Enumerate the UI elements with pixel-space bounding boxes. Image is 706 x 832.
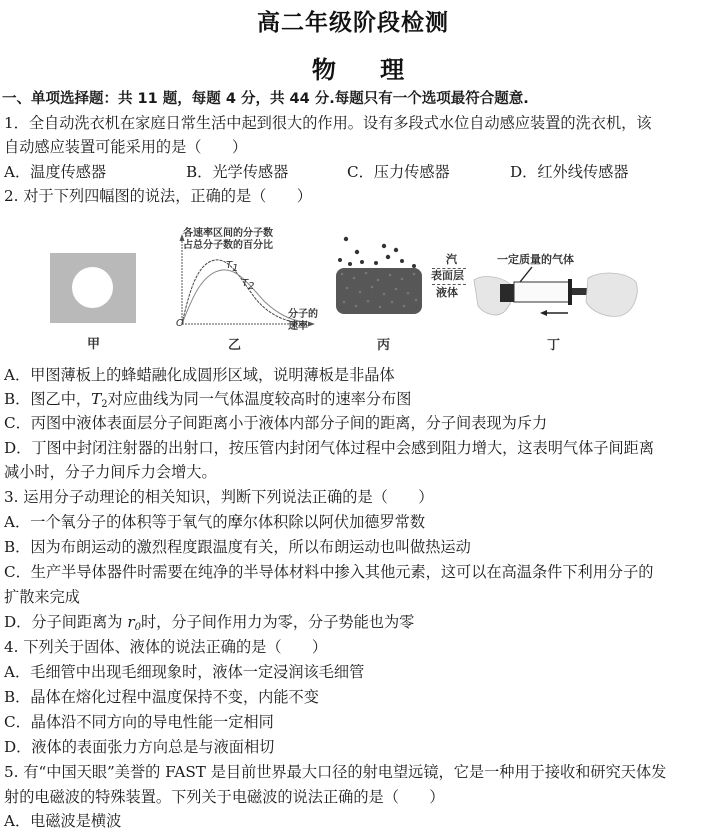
q3-option-d: D．分子间距离为 $r_0$时，分子间作用力为零，分子势能也为零 xyxy=(4,613,415,633)
q3-option-c-line1: C．生产半导体器件时需要在纯净的半导体材料中掺入其他元素，这可以在高温条件下利用分子的 xyxy=(4,563,654,581)
figure-ding-syringe xyxy=(470,262,640,324)
q2-option-d-line2: 减小时，分子力间斥力会增大。 xyxy=(4,463,217,481)
q5-option-a: A．电磁波是横波 xyxy=(4,812,122,830)
figure-yi-xlabel-line1: 分子的 xyxy=(288,309,318,320)
right-hand xyxy=(586,273,637,316)
figure-bing-molecules xyxy=(332,232,432,317)
q4-option-b: B．晶体在熔化过程中温度保持不变，内能不变 xyxy=(4,688,319,706)
figure-yi-curve-t2-label: $T_2$ xyxy=(242,278,255,292)
surface-bottom-dashed-line xyxy=(432,284,466,285)
figure-bing-caption: 丙 xyxy=(377,338,391,353)
figure-ding-caption: 丁 xyxy=(547,338,561,353)
q1-stem-line2: 自动感应装置可能采用的是（ ） xyxy=(4,138,247,156)
q2-option-c: C．丙图中液体表面层分子间距离小于液体内部分子间的距离，分子间表现为斥力 xyxy=(4,414,548,432)
figure-jia-plate xyxy=(50,253,136,323)
q3-option-a: A．一个氧分子的体积等于氧气的摩尔体积除以阿伏加德罗常数 xyxy=(4,513,426,531)
q4-stem: 4. 下列关于固体、液体的说法正确的是（ ） xyxy=(4,638,328,656)
figure-yi-xlabel-line2: 速率 xyxy=(288,321,308,332)
q3-option-c-line2: 扩散来完成 xyxy=(4,588,80,606)
subject-title: 物 理 xyxy=(311,56,423,84)
figure-yi-ylabel-line2: 占总分子数的百分比 xyxy=(183,240,273,251)
figure-ding-gas-label: 一定质量的气体 xyxy=(497,253,574,266)
q1-option-a: A．温度传感器 xyxy=(4,163,107,181)
q5-stem-line1: 5. 有“中国天眼”美誉的 FAST 是目前世界最大口径的射电望远镜，它是一种用于接收和研究天体发 xyxy=(4,763,667,781)
q2-stem: 2. 对于下列四幅图的说法，正确的是（ ） xyxy=(4,187,312,205)
q3-option-b: B．因为布朗运动的激烈程度跟温度有关，所以布朗运动也叫做热运动 xyxy=(4,538,471,556)
figure-yi-origin: O xyxy=(176,318,184,329)
figure-bing-surface-label: 表面层 xyxy=(431,269,464,282)
section-heading: 一、单项选择题：共 11 题，每题 4 分，共 44 分.每题只有一个选项最符合题意. xyxy=(2,91,529,107)
q4-option-c: C．晶体沿不同方向的导电性能一定相同 xyxy=(4,713,274,731)
figure-bing-liquid-label: 液体 xyxy=(436,286,458,299)
q4-option-a: A．毛细管中出现毛细现象时，液体一定浸润该毛细管 xyxy=(4,663,365,681)
q2-option-a: A．甲图薄板上的蜂蜡融化成圆形区域，说明薄板是非晶体 xyxy=(4,366,395,384)
exam-title: 高二年级阶段检测 xyxy=(257,10,449,36)
q1-stem-line1: 1．全自动洗衣机在家庭日常生活中起到很大的作用。设有多段式水位自动感应装置的洗衣机，该 xyxy=(4,114,652,132)
q1-option-d: D．红外线传感器 xyxy=(510,163,629,181)
q1-option-c: C．压力传感器 xyxy=(347,163,450,181)
figure-jia-caption: 甲 xyxy=(87,337,101,352)
figure-bing-vapor-label: 汽 xyxy=(446,253,457,266)
figure-yi-ylabel-line1: 各速率区间的分子数 xyxy=(183,228,273,239)
syringe-barrel xyxy=(514,282,570,302)
q4-option-d: D．液体的表面张力方向总是与液面相切 xyxy=(4,738,275,756)
q2-option-d-line1: D．丁图中封闭注射器的出射口，按压管内封闭气体过程中会感到阻力增大，这表明气体子间距离 xyxy=(4,439,655,457)
melted-circle xyxy=(72,267,113,308)
figure-yi-curve-t1-label: $T_1$ xyxy=(226,260,239,274)
q1-option-b: B．光学传感器 xyxy=(186,163,289,181)
q3-stem: 3. 运用分子动理论的相关知识，判断下列说法正确的是（ ） xyxy=(4,488,434,506)
q5-stem-line2: 射的电磁波的特殊装置。下列关于电磁波的说法正确的是（ ） xyxy=(4,788,445,806)
figure-yi-caption: 乙 xyxy=(228,338,242,353)
q2-option-b: B．图乙中，$T_2$对应曲线为同一气体温度较高时的速率分布图 xyxy=(4,390,412,410)
syringe-tip xyxy=(500,284,514,302)
